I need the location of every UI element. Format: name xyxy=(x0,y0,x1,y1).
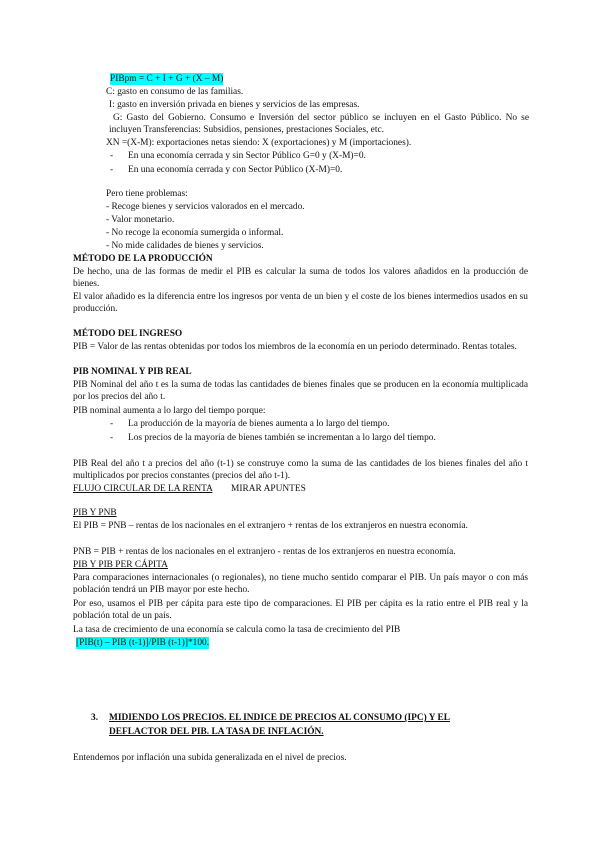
paragraph: PIB nominal aumenta a lo largo del tiempo porque: xyxy=(73,406,266,416)
heading-metodo-produccion: MÉTODO DE LA PRODUCCIÓN xyxy=(73,254,213,264)
section-title: MIDIENDO LOS PRECIOS. EL INDICE DE PRECIOS AL CONSUMO (IPC) Y EL xyxy=(109,713,451,723)
paragraph: PIB Real del año t a precios del año (t-1) se construye como la suma de las cantidades de los bienes finales del año t multiplicados por precios constantes (precios del año t-1). xyxy=(73,459,528,482)
paragraph: Para comparaciones internacionales (o regionales), no tiene mucho sentido comparar el PIB. Un país mayor o con más población tendrá un PIB mayor por este hecho. xyxy=(73,573,528,596)
component-c: C: gasto en consumo de las familias. xyxy=(106,87,244,97)
paragraph: El PIB = PNB – rentas de los nacionales en el extranjero + rentas de los extranjeros en nuestra economía. xyxy=(73,521,468,531)
section-title: DEFLACTOR DEL PIB. LA TASA DE INFLACIÓN. xyxy=(109,727,324,737)
problem-item: - No mide calidades de bienes y servicios. xyxy=(106,241,264,251)
component-g: G: Gasto del Gobierno. Consumo e Inversión del sector público se incluyen en el Gasto Público. No se incluyen Transferencias: Subsidios, pensiones, prestaciones Sociales, etc. xyxy=(109,113,529,136)
growth-formula: [PIB(t) – PIB (t-1)]/PIB (t-1)]*100. xyxy=(76,638,210,648)
paragraph: La tasa de crecimiento de una economía se calcula como la tasa de crecimiento del PIB xyxy=(73,625,401,635)
flujo-line xyxy=(73,483,306,495)
paragraph: PIB Nominal del año t es la suma de todas las cantidades de bienes finales que se producen en la economía multiplicada por los precios del año t. xyxy=(73,380,528,403)
bullet-dash: - xyxy=(110,165,114,175)
pib-formula: PIBpm = C + I + G + (X – M) xyxy=(110,74,224,84)
component-xn: XN =(X-M): exportaciones netas siendo: X (exportaciones) y M (importaciones). xyxy=(106,138,412,148)
list-item: La producción de la mayoría de bienes aumenta a lo largo del tiempo. xyxy=(128,419,390,429)
paragraph: PNB = PIB + rentas de los nacionales en el extranjero - rentas de los extranjeros en nuestra economía. xyxy=(73,547,456,557)
problems-intro: Pero tiene problemas: xyxy=(106,189,188,199)
heading-flujo-circular: FLUJO CIRCULAR DE LA RENTA xyxy=(73,484,213,494)
bullet-dash: - xyxy=(110,433,114,443)
heading-metodo-ingreso: MÉTODO DEL INGRESO xyxy=(73,329,183,339)
bullet-dash: - xyxy=(110,151,114,161)
bullet-dash: - xyxy=(110,419,114,429)
paragraph: De hecho, una de las formas de medir el PIB es calcular la suma de todos los valores añadidos en la producción de bienes. xyxy=(73,267,528,290)
paragraph: El valor añadido es la diferencia entre los ingresos por venta de un bien y el coste de los bienes intermedios usados en su producción. xyxy=(73,292,528,315)
component-i: I: gasto en inversión privada en bienes y servicios de las empresas. xyxy=(109,100,360,110)
list-item: Los precios de la mayoría de bienes también se incrementan a lo largo del tiempo. xyxy=(128,433,436,443)
problem-item: - Recoge bienes y servicios valorados en el mercado. xyxy=(106,202,305,212)
paragraph: Entendemos por inflación una subida generalizada en el nivel de precios. xyxy=(73,753,347,763)
heading-pib-percapita: PIB Y PIB PER CÁPITA xyxy=(73,560,168,570)
problem-item: - Valor monetario. xyxy=(106,215,175,225)
case-no-public-sector: En una economía cerrada y sin Sector Público G=0 y (X-M)=0. xyxy=(128,151,366,161)
flujo-note: MIRAR APUNTES xyxy=(231,484,306,494)
paragraph: PIB = Valor de las rentas obtenidas por todos los miembros de la economía en un periodo determinado. Rentas totales. xyxy=(73,342,517,352)
section-number: 3. xyxy=(91,713,99,723)
heading-pib-pnb: PIB Y PNB xyxy=(73,508,117,518)
problem-item: - No recoge la economía sumergida o informal. xyxy=(106,228,284,238)
case-with-public-sector: En una economía cerrada y con Sector Público (X-M)=0. xyxy=(128,165,343,175)
heading-pib-nominal-real: PIB NOMINAL Y PIB REAL xyxy=(73,367,192,377)
paragraph: Por eso, usamos el PIB per cápita para este tipo de comparaciones. El PIB per cápita es la ratio entre el PIB real y la población total de un país. xyxy=(73,599,528,622)
